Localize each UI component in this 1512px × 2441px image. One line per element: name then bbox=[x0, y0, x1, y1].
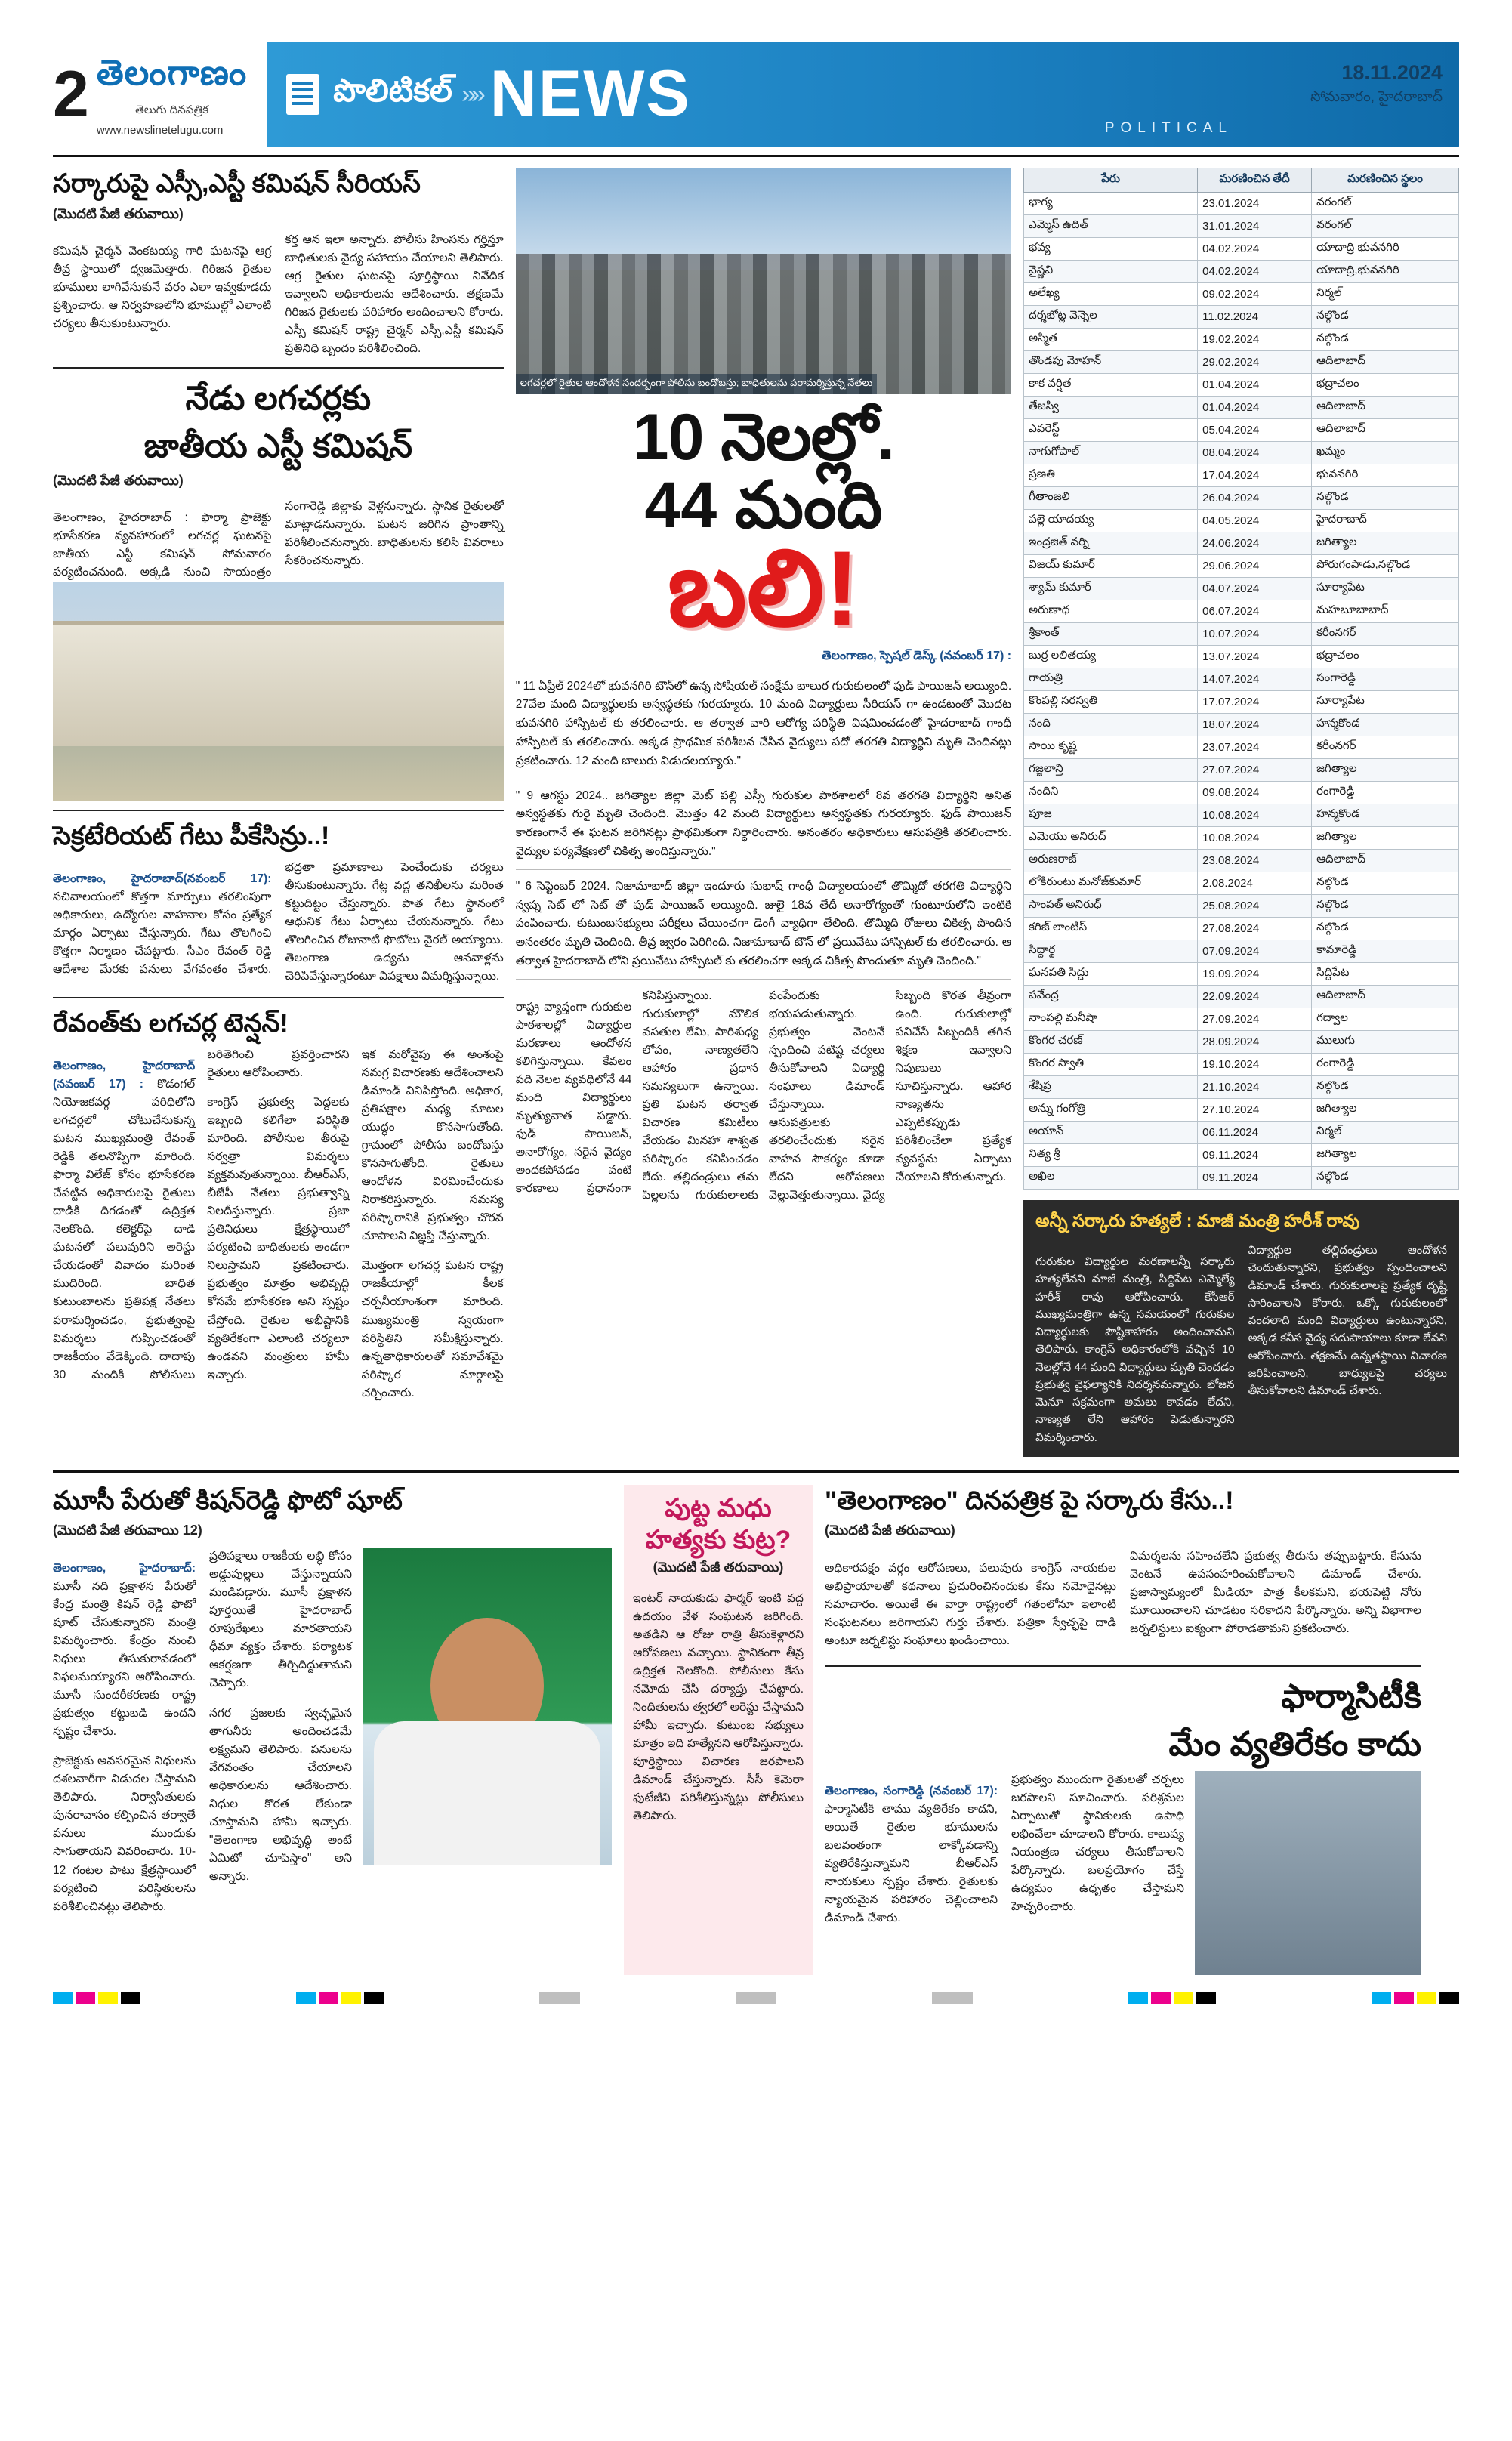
masthead bbox=[53, 42, 1459, 147]
table-row bbox=[1024, 374, 1459, 397]
reg-magenta bbox=[1394, 1992, 1414, 2004]
table-row bbox=[1024, 306, 1459, 329]
cell-name: అరుణరాజ్ bbox=[1024, 850, 1198, 872]
cell-name: అఖిల bbox=[1024, 1167, 1198, 1190]
table-row bbox=[1024, 940, 1459, 963]
headline-line-1: 10 నెలల్లో. bbox=[632, 401, 895, 474]
case-quote-1: " 11 ఏప్రిల్ 2024లో భువనగిరి టౌన్‌లో ఉన్న సోషియల్ సంక్షేమ బాలుర గురుకులంలో ఫుడ్ పాయిజన్ అయ్యింది. 27వేల మంది విద్యార్థులకు అస్వస్థతకు గురయ్యారు. 10 మంది విద్యార్థులు సీరియస్ గా ఉండటంతో మొదట భువనగిరి హాస్పిటల్ కు తరలించారు. ఆ తర్వాత వారి ఆరోగ్య పరిస్థితి విషమించడంతో హైదరాబాద్ గాంధీ హాస్పిటల్ కు తరలించారు. అక్కడ ప్రాథమిక పరిశీలన చేసిన వైద్యులు పదో తరగతి విద్యార్థిని మృతి చెందినట్లు ప్రకటించారు. 12 మంది బాలురు విడుదలయ్యారు." bbox=[516, 670, 1011, 779]
cell-place: ఆదిలాబాద్ bbox=[1312, 351, 1459, 374]
masthead-rule bbox=[53, 155, 1459, 157]
cell-date: 23.01.2024 bbox=[1198, 193, 1312, 215]
cell-name: భవ్య bbox=[1024, 238, 1198, 261]
cell-date: 23.08.2024 bbox=[1198, 850, 1312, 872]
reg-yellow bbox=[98, 1992, 118, 2004]
cell-date: 23.07.2024 bbox=[1198, 736, 1312, 759]
article-paragraph: తెలంగాణం, హైదరాబాద్ : ఫార్మా ప్రాజెక్టు భూసేకరణ వ్యవహారంలో లగచర్ల ఘటనపై జాతీయ ఎస్టీ కమిషన్ సోమవారం పర్యటించనుంది. అక్కడి నుంచి సాయంత్రం సంగారెడ్డి జిల్లాకు వెళ్లనున్నారు. స్థానిక రైతులతో మాట్లాడనున్నారు. ఘటన జరిగిన ప్రాంతాన్ని పరిశీలించనున్నారు. బాధితులను కలిసి వివరాలు సేకరించనున్నారు. bbox=[53, 499, 504, 579]
article-revanth-lagacharla bbox=[53, 1008, 504, 1402]
politician-photo bbox=[363, 1548, 612, 1865]
lead-headline bbox=[516, 401, 1011, 647]
table-row bbox=[1024, 419, 1459, 442]
cell-place: హన్మకొండ bbox=[1312, 714, 1459, 736]
cell-place: నల్గొండ bbox=[1312, 329, 1459, 351]
cell-name: శేషిప్ర bbox=[1024, 1076, 1198, 1099]
continuation-note: (మొదటి పేజీ తరువాయి) bbox=[825, 1523, 955, 1538]
section-label-english: NEWS bbox=[489, 57, 691, 131]
cell-name: ఎవరెస్ట్ bbox=[1024, 419, 1198, 442]
table-row bbox=[1024, 1054, 1459, 1076]
cell-date: 01.04.2024 bbox=[1198, 397, 1312, 419]
cell-name: పవేంద్ర bbox=[1024, 986, 1198, 1008]
section-banner bbox=[267, 42, 1459, 147]
cell-name: విజయ్ కుమార్ bbox=[1024, 555, 1198, 578]
cell-place: కరీంనగర్ bbox=[1312, 736, 1459, 759]
cell-date: 09.11.2024 bbox=[1198, 1167, 1312, 1190]
cell-name: సాయి కృష్ణ bbox=[1024, 736, 1198, 759]
table-row bbox=[1024, 193, 1459, 215]
cell-name: దర్శబోట్ల వెన్నెల bbox=[1024, 306, 1198, 329]
cell-name: అస్మిత bbox=[1024, 329, 1198, 351]
page-number: 2 bbox=[53, 58, 89, 131]
cell-place: ఆదిలాబాద్ bbox=[1312, 419, 1459, 442]
cell-place: భద్రాచలం bbox=[1312, 646, 1459, 668]
table-row bbox=[1024, 827, 1459, 850]
table-row bbox=[1024, 442, 1459, 464]
table-row bbox=[1024, 1144, 1459, 1167]
lead-photo bbox=[516, 168, 1011, 394]
cell-date: 04.07.2024 bbox=[1198, 578, 1312, 600]
cell-name: నాంపల్లి మనీషా bbox=[1024, 1008, 1198, 1031]
cell-place: నల్గొండ bbox=[1312, 1167, 1459, 1190]
cell-date: 27.07.2024 bbox=[1198, 759, 1312, 782]
table-row bbox=[1024, 714, 1459, 736]
article-paragraph: సచివాలయంలో కొత్తగా మార్పులు తరలింపుగా అధికారులు, ఉద్యోగుల వాహనాల కోసం ప్రత్యేక మార్గం ఏర్పాటు చేస్తున్నారు. గేటు తొలగించి కొత్తగా నిర్మాణం చేపట్టారు. సీఎం రేవంత్ రెడ్డి ఆదేశాల మేరకు పనులు వేగవంతం చేశారు. భద్రతా ప్రమాణాలు పెంచేందుకు చర్యలు తీసుకుంటున్నారు. గేట్ల వద్ద తనిఖీలను మరింత కట్టుదిట్టం చేస్తున్నారు. పాత గేటు స్థానంలో ఆధునిక గేటు ఏర్పాటు చేయనున్నారు. గేటు తొలగించిన రోజునాటి ఫొటోలు వైరల్ అయ్యాయి. తెలంగాణ ఉద్యమ ఆనవాళ్లను చెరిపివేస్తున్నారంటూ విపక్షాలు విమర్శిస్తున్నాయి. bbox=[53, 860, 504, 983]
table-row bbox=[1024, 872, 1459, 895]
article-dateline: తెలంగాణం, హైదరాబాద్ (నవంబర్ 17) : bbox=[53, 1060, 196, 1091]
cell-place: జగిత్యాల bbox=[1312, 827, 1459, 850]
article-headline: రేవంత్‌కు లగచర్ల టెన్షన్! bbox=[53, 1009, 289, 1038]
cell-date: 18.07.2024 bbox=[1198, 714, 1312, 736]
cell-place: రంగారెడ్డి bbox=[1312, 782, 1459, 804]
table-row bbox=[1024, 1008, 1459, 1031]
reg-yellow bbox=[341, 1992, 361, 2004]
table-row bbox=[1024, 1076, 1459, 1099]
cell-name: తొండపు మోహన్ bbox=[1024, 351, 1198, 374]
cell-name: పూజ bbox=[1024, 804, 1198, 827]
right-column bbox=[1023, 168, 1459, 1457]
table-row bbox=[1024, 623, 1459, 646]
article-paragraph: విమర్శలను సహించలేని ప్రభుత్వ తీరును తప్పుబట్టారు. కేసును వెంటనే ఉపసంహరించుకోవాలని డిమాండ్ చేశారు. ప్రజాస్వామ్యంలో మీడియా పాత్ర కీలకమని, భయపెట్టి నోరు మూయించాలని చూడటం సరికాదని పేర్కొన్నారు. అన్ని విభాగాల జర్నలిస్టులు ఐక్యంగా పోరాడతామని ప్రకటించారు. bbox=[1130, 1550, 1421, 1636]
issue-date: 18.11.2024 bbox=[1341, 61, 1443, 84]
cell-date: 27.10.2024 bbox=[1198, 1099, 1312, 1122]
cell-place: జగిత్యాల bbox=[1312, 1099, 1459, 1122]
article-photo-building bbox=[53, 582, 504, 801]
cell-date: 07.09.2024 bbox=[1198, 940, 1312, 963]
cell-name: నాగుగోపాల్ bbox=[1024, 442, 1198, 464]
article-paragraph: ప్రభుత్వం ముందుగా రైతులతో చర్చలు జరపాలని సూచించారు. పరిశ్రమల ఏర్పాటుతో స్థానికులకు ఉపాధి లభించేలా చూడాలని కోరారు. కాలుష్య నియంత్రణ చర్యలు తీసుకోవాలని పేర్కొన్నారు. బలప్రయోగం చేస్తే ఉద్యమం ఉధృతం చేస్తామని హెచ్చరించారు. bbox=[1011, 1773, 1184, 1913]
reg-black bbox=[364, 1992, 384, 2004]
reg-group-mid2 bbox=[1128, 1992, 1216, 2004]
box-paragraph: గురుకుల విద్యార్థుల మరణాలన్నీ సర్కారు హత్యలేనని మాజీ మంత్రి, సిద్దిపేట ఎమ్మెల్యే హరీశ్ రావు ఆరోపించారు. కేసీఆర్ ముఖ్యమంత్రిగా ఉన్న సమయంలో గురుకుల విద్యార్థులకు పౌష్టికాహారం అందించామని తెలిపారు. కాంగ్రెస్ అధికారంలోకి వచ్చిన 10 నెలల్లోనే 44 మంది విద్యార్థులు మృతి చెందడం ప్రభుత్వ వైఫల్యానికి నిదర్శనమన్నారు. భోజన మెనూ సక్రమంగా అమలు కావడం లేదని, నాణ్యత లేని ఆహారం పెడుతున్నారని విమర్శించారు. bbox=[1035, 1255, 1235, 1444]
cell-place: వరంగల్ bbox=[1312, 215, 1459, 238]
article-headline-line1: నేడు లగచర్లకు bbox=[185, 379, 372, 417]
table-row bbox=[1024, 782, 1459, 804]
cell-date: 10.08.2024 bbox=[1198, 804, 1312, 827]
logo-title: తెలంగాణం bbox=[96, 53, 248, 92]
table-row bbox=[1024, 1031, 1459, 1054]
cell-name: ప్రణతి bbox=[1024, 464, 1198, 487]
table-row bbox=[1024, 1122, 1459, 1144]
cell-date: 21.10.2024 bbox=[1198, 1076, 1312, 1099]
cell-place: నల్గొండ bbox=[1312, 918, 1459, 940]
reg-gray bbox=[539, 1992, 580, 2004]
article-secretariat-gate bbox=[53, 820, 504, 988]
cell-place: నల్గొండ bbox=[1312, 306, 1459, 329]
cell-place: హన్మకొండ bbox=[1312, 804, 1459, 827]
cell-name: లోకిరుంటు మనోజ్‌కుమార్ bbox=[1024, 872, 1198, 895]
reg-black bbox=[121, 1992, 140, 2004]
cell-name: పల్లె యాదయ్య bbox=[1024, 510, 1198, 532]
reg-yellow bbox=[1174, 1992, 1193, 2004]
table-row bbox=[1024, 532, 1459, 555]
article-paragraph: ఫార్మాసిటీకి తాము వ్యతిరేకం కాదని, అయితే రైతుల భూములను బలవంతంగా లాక్కోవడాన్ని వ్యతిరేకిస్తున్నామని బీఆర్ఎస్ నాయకులు స్పష్టం చేశారు. రైతులకు న్యాయమైన పరిహారం చెల్లించాలని డిమాండ్ చేశారు. bbox=[825, 1803, 998, 1925]
table-row bbox=[1024, 1099, 1459, 1122]
article-putta-madhu bbox=[624, 1485, 813, 1975]
cell-date: 29.06.2024 bbox=[1198, 555, 1312, 578]
table-row bbox=[1024, 918, 1459, 940]
cell-place: సంగారెడ్డి bbox=[1312, 668, 1459, 691]
cell-name: ఇంద్రజిత్ వర్ని bbox=[1024, 532, 1198, 555]
reg-magenta bbox=[1151, 1992, 1171, 2004]
article-headline-line2: మేం వ్యతిరేకం కాదు bbox=[1168, 1725, 1421, 1763]
cell-place: గద్వాల bbox=[1312, 1008, 1459, 1031]
divider bbox=[825, 1665, 1421, 1667]
reg-group-left bbox=[53, 1992, 140, 2004]
cell-place: సూర్యాపేట bbox=[1312, 578, 1459, 600]
document-icon bbox=[286, 74, 319, 115]
divider bbox=[53, 367, 504, 369]
cell-date: 27.09.2024 bbox=[1198, 1008, 1312, 1031]
cell-date: 17.04.2024 bbox=[1198, 464, 1312, 487]
cell-date: 04.02.2024 bbox=[1198, 238, 1312, 261]
cell-place: భువనగిరి bbox=[1312, 464, 1459, 487]
cell-place: జగిత్యాల bbox=[1312, 1144, 1459, 1167]
col-date: మరణించిన తేదీ bbox=[1198, 168, 1312, 193]
cell-place: హైదరాబాద్ bbox=[1312, 510, 1459, 532]
table-header-row bbox=[1024, 168, 1459, 193]
reg-group-gray2 bbox=[736, 1992, 776, 2004]
continuation-note: (మొదటి పేజీ తరువాయి) bbox=[653, 1559, 784, 1575]
cell-date: 27.08.2024 bbox=[1198, 918, 1312, 940]
article-headline-line2: జాతీయ ఎస్టీ కమిషన్ bbox=[143, 427, 413, 464]
headline-line-3: బలి! bbox=[667, 528, 860, 647]
table-row bbox=[1024, 351, 1459, 374]
headline-line-2: 44 మంది bbox=[644, 469, 883, 542]
table-row bbox=[1024, 464, 1459, 487]
cell-place: భద్రాచలం bbox=[1312, 374, 1459, 397]
reg-group-gray3 bbox=[932, 1992, 973, 2004]
cell-date: 09.11.2024 bbox=[1198, 1144, 1312, 1167]
reg-black bbox=[1196, 1992, 1216, 2004]
cell-date: 08.04.2024 bbox=[1198, 442, 1312, 464]
cell-date: 19.10.2024 bbox=[1198, 1054, 1312, 1076]
table-row bbox=[1024, 736, 1459, 759]
pharmacity-photo bbox=[1195, 1771, 1421, 1975]
cell-place: నల్గొండ bbox=[1312, 872, 1459, 895]
table-row bbox=[1024, 555, 1459, 578]
article-sc-st-commission bbox=[53, 168, 504, 358]
cell-place: నల్గొండ bbox=[1312, 1076, 1459, 1099]
cell-place: నిర్మల్ bbox=[1312, 1122, 1459, 1144]
section-rule bbox=[53, 1470, 1459, 1473]
article-dateline: తెలంగాణం, హైదరాబాద్: bbox=[53, 1561, 196, 1575]
cell-place: ఖమ్మం bbox=[1312, 442, 1459, 464]
table-row bbox=[1024, 510, 1459, 532]
reg-cyan bbox=[53, 1992, 73, 2004]
middle-column bbox=[516, 168, 1011, 1457]
reg-gray bbox=[736, 1992, 776, 2004]
website-url: www.newslinetelugu.com bbox=[96, 124, 224, 137]
publication-logo bbox=[97, 42, 267, 147]
cell-name: అలేఖ్య bbox=[1024, 283, 1198, 306]
cell-name: గజ్జలాన్తి bbox=[1024, 759, 1198, 782]
cell-place: యాదాద్రి భువనగిరి bbox=[1312, 238, 1459, 261]
cell-name: కాక వర్షిత bbox=[1024, 374, 1198, 397]
newspaper-page bbox=[0, 42, 1512, 2441]
cell-date: 25.08.2024 bbox=[1198, 895, 1312, 918]
cell-place: ఆదిలాబాద్ bbox=[1312, 986, 1459, 1008]
lead-dateline: తెలంగాణం, స్పెషల్ డెస్క్ (నవంబర్ 17) : bbox=[822, 649, 1012, 662]
cell-date: 29.02.2024 bbox=[1198, 351, 1312, 374]
reg-magenta bbox=[319, 1992, 338, 2004]
reg-cyan bbox=[296, 1992, 316, 2004]
article-case-on-paper bbox=[825, 1485, 1421, 1656]
cell-name: తేజస్వి bbox=[1024, 397, 1198, 419]
cell-date: 28.09.2024 bbox=[1198, 1031, 1312, 1054]
cell-name: గీతాంజలి bbox=[1024, 487, 1198, 510]
table-row bbox=[1024, 1167, 1459, 1190]
cell-date: 26.04.2024 bbox=[1198, 487, 1312, 510]
table-row bbox=[1024, 646, 1459, 668]
divider bbox=[53, 810, 504, 811]
cell-place: యాదాద్రి,భువనగిరి bbox=[1312, 261, 1459, 283]
continuation-note: (మొదటి పేజీ తరువాయి) bbox=[53, 205, 184, 221]
cell-place: వరంగల్ bbox=[1312, 193, 1459, 215]
cell-name: వైష్ణవి bbox=[1024, 261, 1198, 283]
table-row bbox=[1024, 963, 1459, 986]
deaths-table bbox=[1023, 168, 1459, 1190]
table-row bbox=[1024, 759, 1459, 782]
article-headline: సర్కారుపై ఎస్సీ,ఎస్టీ కమిషన్ సీరియస్ bbox=[53, 169, 421, 198]
cell-date: 06.11.2024 bbox=[1198, 1122, 1312, 1144]
cell-place: నిర్మల్ bbox=[1312, 283, 1459, 306]
box-paragraph: విద్యార్థుల తల్లిదండ్రులు ఆందోళన చెందుతున్నారని, ప్రభుత్వం స్పందించాలని డిమాండ్ చేశారు. గురుకులాలపై ప్రత్యేక దృష్టి సారించాలని కోరారు. ఒక్కో గురుకులంలో వందలాది మంది విద్యార్థులు ఉంటున్నారని, అక్కడ కనీస వైద్య సదుపాయాలు కూడా లేవని ఆరోపించారు. తక్షణమే ఉన్నతస్థాయి విచారణ జరిపించాలని, బాధ్యులపై చర్యలు తీసుకోవాలని డిమాండ్ చేశారు. bbox=[1248, 1244, 1447, 1397]
cell-name: బుర్ర లలితయ్య bbox=[1024, 646, 1198, 668]
left-column bbox=[53, 168, 504, 1457]
section-label-english-sub: POLITICAL bbox=[1104, 120, 1233, 136]
cell-date: 19.09.2024 bbox=[1198, 963, 1312, 986]
article-paragraph: రాష్ట్ర వ్యాప్తంగా గురుకుల పాఠశాలల్లో విద్యార్థుల మరణాలు ఆందోళన కలిగిస్తున్నాయి. కేవలం పది నెలల వ్యవధిలోనే 44 మంది విద్యార్థులు మృత్యువాత పడ్డారు. ఫుడ్ పాయిజన్, అనారోగ్యం, సరైన వైద్యం అందకపోవడం వంటి కారణాలు ప్రధానంగా కనిపిస్తున్నాయి. గురుకులాల్లో మౌలిక వసతుల లేమి, పారిశుధ్య లోపం, నాణ్యతలేని ఆహారం ప్రధాన సమస్యలుగా ఉన్నాయి. ప్రతి ఘటన తర్వాత విచారణ కమిటీలు వేయడం మినహా శాశ్వత పరిష్కారం కనిపించడం లేదు. తల్లిదండ్రులు తమ పిల్లలను గురుకులాలకు పంపేందుకు భయపడుతున్నారు. ప్రభుత్వం వెంటనే స్పందించి పటిష్ట చర్యలు తీసుకోవాలని విద్యార్థి సంఘాలు డిమాండ్ చేస్తున్నాయి. ఆసుపత్రులకు తరలించేందుకు సరైన వాహన సౌకర్యం కూడా లేదని ఆరోపణలు వెల్లువెత్తుతున్నాయి. వైద్య సిబ్బంది కొరత తీవ్రంగా ఉంది. గురుకులాల్లో పనిచేసే సిబ్బందికి తగిన శిక్షణ ఇవ్వాలని నిపుణులు సూచిస్తున్నారు. ఆహార నాణ్యతను ఎప్పటికప్పుడు పరిశీలించేలా ప్రత్యేక వ్యవస్థను ఏర్పాటు చేయాలని కోరుతున్నారు. bbox=[515, 989, 1012, 1202]
cell-name: నందిని bbox=[1024, 782, 1198, 804]
section-label-telugu: పొలిటికల్ bbox=[333, 72, 452, 108]
article-paragraph: మొత్తంగా లగచర్ల ఘటన రాష్ట్ర రాజకీయాల్లో కీలక చర్చనీయాంశంగా మారింది. ముఖ్యమంత్రి స్వయంగా పరిస్థితిని సమీక్షిస్తున్నారు. ఉన్నతాధికారులతో సమావేశమై పరిష్కార మార్గాలపై చర్చించారు. bbox=[361, 1259, 504, 1399]
bottom-section bbox=[53, 1485, 1459, 1975]
reg-gray bbox=[932, 1992, 973, 2004]
cell-name: నంది bbox=[1024, 714, 1198, 736]
table-row bbox=[1024, 578, 1459, 600]
cell-date: 05.04.2024 bbox=[1198, 419, 1312, 442]
cell-date: 04.05.2024 bbox=[1198, 510, 1312, 532]
cell-date: 09.08.2024 bbox=[1198, 782, 1312, 804]
article-paragraph: ఇక మరోవైపు ఈ అంశంపై సమగ్ర విచారణకు ఆదేశించాలని డిమాండ్ వినిపిస్తోంది. అధికార, ప్రతిపక్షాల మధ్య మాటల యుద్ధం కొనసాగుతోంది. గ్రామంలో పోలీసు బందోబస్తు కొనసాగుతోంది. రైతులు ఆందోళన విరమించేందుకు నిరాకరిస్తున్నారు. సమస్య పరిష్కారానికి ప్రభుత్వం చొరవ చూపాలని విజ్ఞప్తి చేస్తున్నారు. bbox=[361, 1048, 504, 1242]
cell-date: 04.02.2024 bbox=[1198, 261, 1312, 283]
table-row bbox=[1024, 215, 1459, 238]
cell-date: 22.09.2024 bbox=[1198, 986, 1312, 1008]
cell-name: గాయత్రి bbox=[1024, 668, 1198, 691]
article-headline-line2: హత్యకు కుట్ర? bbox=[645, 1526, 791, 1555]
article-dateline: తెలంగాణం, హైదరాబాద్(నవంబర్ 17): bbox=[53, 872, 272, 886]
article-national-st-commission bbox=[53, 378, 504, 801]
table-row bbox=[1024, 283, 1459, 306]
cell-name: శ్యామ్ కుమార్ bbox=[1024, 578, 1198, 600]
table-row bbox=[1024, 986, 1459, 1008]
cell-date: 06.07.2024 bbox=[1198, 600, 1312, 623]
cell-date: 10.08.2024 bbox=[1198, 827, 1312, 850]
continuation-note: (మొదటి పేజీ తరువాయి) bbox=[53, 472, 184, 488]
article-headline: "తెలంగాణం" దినపత్రిక పై సర్కారు కేసు..! bbox=[825, 1486, 1234, 1515]
reg-cyan bbox=[1128, 1992, 1148, 2004]
cell-place: నల్గొండ bbox=[1312, 895, 1459, 918]
cell-date: 14.07.2024 bbox=[1198, 668, 1312, 691]
photo-caption: లగచర్లలో రైతుల ఆందోళన సందర్భంగా పోలీసు బందోబస్తు; బాధితులను పరామర్శిస్తున్న నేతలు bbox=[516, 374, 878, 394]
article-paragraph: ప్రతిపక్షాలు రాజకీయ లబ్ధి కోసం అడ్డుపుల్లలు వేస్తున్నాయని మండిపడ్డారు. మూసీ ప్రక్షాళన పూర్తయితే హైదరాబాద్ రూపురేఖలు మారతాయని ధీమా వ్యక్తం చేశారు. పర్యాటక ఆకర్షణగా తీర్చిదిద్దుతామని చెప్పారు. bbox=[209, 1550, 352, 1690]
article-paragraph: అధికారపక్షం వర్గం ఆరోపణలు, పలువురు కాంగ్రెస్ నాయకుల అభిప్రాయాలతో కథనాలు ప్రచురించినందుకు కేసు నమోదైనట్లు సమాచారం. అయితే ఈ వార్తా రాష్ట్రంలో గతంలోనూ ఇలాంటి సంఘటనలు జరిగాయని గుర్తు చేశారు. పత్రికా స్వేచ్ఛపై దాడి అంటూ జర్నలిస్టు సంఘాలు ఖండించాయి. bbox=[825, 1561, 1116, 1647]
article-paragraph: కర్త ఆన ఇలా అన్నారు. పోలీసు హింసను గర్హిస్తూ బాధితులకు వైద్య సహాయం చేయాలని తెలిపారు. ఆగ్ర రైతుల ఘటనపై పూర్తిస్థాయి నివేదిక ఇవ్వాలని అధికారులను ఆదేశించారు. తక్షణమే గిరిజన రైతులకు పరిహారం అందించాలని కోరారు. ఎస్సీ కమిషన్ రాష్ట్ర చైర్మన్ ఎస్సీ,ఎస్టీ కమిషన్ ప్రతినిధి బృందం పరిశీలించింది. bbox=[285, 233, 504, 355]
case-quote-2: " 9 ఆగస్టు 2024.. జగిత్యాల జిల్లా మెట్ పల్లి ఎస్సీ గురుకుల పాఠశాలలో 8వ తరగతి విద్యార్థిని అనిత అస్వస్థతకు గురై మృతి చెందింది. మొత్తం 42 మంది విద్యార్థులు అస్వస్థతకు గురయ్యారు. ఫుడ్ పాయిజన్ కారణంగానే ఈ ఘటన జరిగినట్లు ప్రాథమికంగా నిర్ధారించారు. అనంతరం అధికారులు ఆసుపత్రికి తరలించారు. వైద్యుల పర్యవేక్షణలో చికిత్స అందిస్తున్నారు." bbox=[516, 779, 1011, 870]
registration-marks bbox=[53, 1992, 1459, 2004]
cell-place: ఆదిలాబాద్ bbox=[1312, 397, 1459, 419]
cell-place: పోరుగంపాడు,నల్గొండ bbox=[1312, 555, 1459, 578]
cell-date: 19.02.2024 bbox=[1198, 329, 1312, 351]
cell-name: కొంపల్లి సరస్వతి bbox=[1024, 691, 1198, 714]
article-paragraph: కమిషన్ చైర్మన్ వెంకటయ్య గారి ఘటనపై ఆగ్ర తీవ్ర స్థాయిలో ధ్వజమెత్తారు. గిరిజన రైతుల భూములు లాగివేసుకునే వరం ఎలా ఇవ్వకూడదు ప్రశ్నించారు. ఆ నిర్వహణలోని భూముల్లో ఎలాంటి చర్యలు తీసుకుంటున్నారు. bbox=[53, 245, 272, 331]
cell-place: సూర్యాపేట bbox=[1312, 691, 1459, 714]
col-place: మరణించిన స్థలం bbox=[1312, 168, 1459, 193]
table-row bbox=[1024, 329, 1459, 351]
cell-date: 11.02.2024 bbox=[1198, 306, 1312, 329]
cell-place: నల్గొండ bbox=[1312, 487, 1459, 510]
cell-date: 01.04.2024 bbox=[1198, 374, 1312, 397]
cell-name: ఘనపతి సిద్దు bbox=[1024, 963, 1198, 986]
article-paragraph: కొడంగల్ నియోజకవర్గ పరిధిలోని లగచర్లలో చోటుచేసుకున్న ఘటన ముఖ్యమంత్రి రేవంత్ రెడ్డికి తలనొప్పిగా మారింది. ఫార్మా విలేజ్ కోసం భూసేకరణ చేపట్టిన అధికారులపై రైతులు దాడికి దిగడంతో ఉద్రిక్తత నెలకొంది. కలెక్టర్‌పై దాడి ఘటనలో పలువురిని అరెస్టు చేయడంతో వివాదం మరింత ముదిరింది. బాధిత కుటుంబాలను ప్రతిపక్ష నేతలు పరామర్శించడం, ప్రభుత్వంపై విమర్శలు గుప్పించడంతో రాజకీయం వేడెక్కింది. దాదాపు 30 మందికి పోలీసులు బరితెగించి ప్రవర్తించారని రైతులు ఆరోపించారు. bbox=[53, 1048, 350, 1381]
reg-cyan bbox=[1372, 1992, 1391, 2004]
table-row bbox=[1024, 261, 1459, 283]
cell-name: శ్రీకాంత్ bbox=[1024, 623, 1198, 646]
article-paragraph: మూసీ నది ప్రక్షాళన పేరుతో కేంద్ర మంత్రి కిషన్ రెడ్డి ఫొటో షూట్ చేసుకున్నారని మంత్రి విమర్శించారు. కేంద్రం నుంచి నిధులు తీసుకురావడంలో విఫలమయ్యారని ఆరోపించారు. మూసీ సుందరీకరణకు రాష్ట్ర ప్రభుత్వం కట్టుబడి ఉందని స్పష్టం చేశారు. bbox=[53, 1579, 196, 1738]
article-paragraph: ప్రాజెక్టుకు అవసరమైన నిధులను దశలవారీగా విడుదల చేస్తామని తెలిపారు. నిర్వాసితులకు పునరావాసం కల్పించిన తర్వాతే పనులు ముందుకు సాగుతాయని వివరించారు. 10-12 గంటల పాటు క్షేత్రస్థాయిలో పర్యటించి పరిస్థితులను పరిశీలించినట్లు తెలిపారు. bbox=[53, 1754, 196, 1913]
main-grid bbox=[53, 168, 1459, 1457]
reg-yellow bbox=[1417, 1992, 1436, 2004]
cell-place: ఆదిలాబాద్ bbox=[1312, 850, 1459, 872]
cell-name: కొంగర చరణ్ bbox=[1024, 1031, 1198, 1054]
cell-date: 31.01.2024 bbox=[1198, 215, 1312, 238]
reg-black bbox=[1439, 1992, 1459, 2004]
article-paragraph: ఇంటర్ నాయకుడు ఫార్మర్ ఇంటి వద్ద ఉదయం వేళ సంఘటన జరిగింది. అతడిని ఆ రోజు రాత్రి తీసుకెళ్లారని ఆరోపణలు వచ్చాయి. స్థానికంగా తీవ్ర ఉద్రిక్తత నెలకొంది. పోలీసులు కేసు నమోదు చేసి దర్యాప్తు చేపట్టారు. నిందితులను త్వరలో అరెస్టు చేస్తామని హామీ ఇచ్చారు. కుటుంబ సభ్యులు మాత్రం ఇది హత్యేనని ఆరోపిస్తున్నారు. పూర్తిస్థాయి విచారణ జరపాలని డిమాండ్ చేస్తున్నారు. సీసీ కెమెరా ఫుటేజీని పరిశీలిస్తున్నట్లు పోలీసులు తెలిపారు. bbox=[633, 1592, 804, 1823]
table-row bbox=[1024, 397, 1459, 419]
cell-date: 09.02.2024 bbox=[1198, 283, 1312, 306]
logo-subtitle: తెలుగు దినపత్రిక bbox=[135, 103, 209, 116]
article-paragraph: నగర ప్రజలకు స్వచ్ఛమైన తాగునీరు అందించడమే లక్ష్యమని తెలిపారు. పనులను వేగవంతం చేయాలని అధికారులను ఆదేశించారు. నిధుల కొరత లేకుండా చూస్తామని హామీ ఇచ్చారు. "తెలంగాణ అభివృద్ధి అంటే ఏమిటో చూపిస్తాం" అని అన్నారు. bbox=[209, 1706, 352, 1884]
article-pharmacity bbox=[825, 1676, 1421, 1975]
cell-name: కగిజ్ లాంటిస్ bbox=[1024, 918, 1198, 940]
col-name: పేరు bbox=[1024, 168, 1198, 193]
cell-name: నిత్య శ్రీ bbox=[1024, 1144, 1198, 1167]
chevron-right-icon: »» bbox=[461, 79, 481, 109]
cell-name: అన్ను గంగోత్రి bbox=[1024, 1099, 1198, 1122]
article-headline: మూసీ పేరుతో కిషన్‌రెడ్డి ఫొటో షూట్ bbox=[53, 1486, 403, 1515]
cell-place: కరీంనగర్ bbox=[1312, 623, 1459, 646]
table-row bbox=[1024, 850, 1459, 872]
continuation-note: (మొదటి పేజీ తరువాయి 12) bbox=[53, 1523, 202, 1538]
cell-place: రంగారెడ్డి bbox=[1312, 1054, 1459, 1076]
cell-place: జగిత్యాల bbox=[1312, 532, 1459, 555]
box-headline: అన్నీ సర్కారు హత్యలే : మాజీ మంత్రి హరీశ్ రావు bbox=[1035, 1211, 1360, 1230]
reg-magenta bbox=[76, 1992, 95, 2004]
case-quote-3: " 6 సెప్టెంబర్ 2024. నిజామాబాద్ జిల్లా ఇందూరు సుభాష్ గాంధీ విద్యాలయంలో తొమ్మిదో తరగతి విద్యార్థిని స్వప్న సెట్ లో సెట్ తో ఫుడ్ పాయిజన్ అయ్యింది. జులై 18వ తేదీ అనారోగ్యంతో గుంటూరులోని ఇంటికి పంపించారు. కుటుంబసభ్యులు పరీక్షలు చేయించగా డెంగీ వ్యాధిగా తేలింది. తొమ్మిది రోజులు చికిత్స పొందిన అనంతరం మృతి చెందింది. తీవ్ర జ్వరం పెరిగింది. నిజామాబాద్ టౌన్ లో ప్రయివేటు హాస్పిటల్ కు తరలించారు. ఆ తర్వాత హైదరాబాద్ లోని ప్రయివేటు హాస్పిటల్ కు తరలించగా అక్కడ చికిత్స పొందుతూ మృతి చెందింది." bbox=[516, 870, 1011, 980]
cell-name: సాంపత్ అనిరుధ్ bbox=[1024, 895, 1198, 918]
harish-rao-box bbox=[1023, 1200, 1459, 1457]
issue-date-block bbox=[1310, 61, 1443, 109]
reg-group-gray1 bbox=[539, 1992, 580, 2004]
cell-date: 24.06.2024 bbox=[1198, 532, 1312, 555]
table-row bbox=[1024, 668, 1459, 691]
cell-place: సిద్దిపేట bbox=[1312, 963, 1459, 986]
cell-name: కొంగర స్వాతి bbox=[1024, 1054, 1198, 1076]
article-headline: సెక్రటేరియట్ గేటు పీకేసిన్రు..! bbox=[53, 822, 330, 851]
table-row bbox=[1024, 487, 1459, 510]
table-row bbox=[1024, 238, 1459, 261]
cell-name: భాగ్య bbox=[1024, 193, 1198, 215]
divider bbox=[53, 997, 504, 998]
cell-date: 2.08.2024 bbox=[1198, 872, 1312, 895]
cell-date: 10.07.2024 bbox=[1198, 623, 1312, 646]
article-musi-photoshoot bbox=[53, 1485, 612, 1975]
article-headline-line1: ఫార్మాసిటీకి bbox=[1281, 1677, 1421, 1715]
article-dateline: తెలంగాణం, సంగారెడ్డి (నవంబర్ 17): bbox=[825, 1785, 998, 1798]
cell-name: అయాన్ bbox=[1024, 1122, 1198, 1144]
table-row bbox=[1024, 691, 1459, 714]
article-paragraph: కాంగ్రెస్ ప్రభుత్వ పెద్దలకు ఇబ్బంది కలిగేలా పరిస్థితి మారింది. పోలీసుల తీరుపై సర్వత్రా విమర్శలు వ్యక్తమవుతున్నాయి. బీఆర్ఎస్, బీజేపీ నేతలు ప్రభుత్వాన్ని నిలదీస్తున్నారు. ప్రజా ప్రతినిధులు క్షేత్రస్థాయిలో పర్యటించి బాధితులకు అండగా నిలుస్తామని ప్రకటించారు. ప్రభుత్వం మాత్రం అభివృద్ధి కోసమే భూసేకరణ అని స్పష్టం చేస్తోంది. రైతుల అభీష్టానికి వ్యతిరేకంగా ఎలాంటి చర్యలూ ఉండవని మంత్రులు హామీ ఇచ్చారు. bbox=[207, 1096, 350, 1381]
cell-place: ములుగు bbox=[1312, 1031, 1459, 1054]
cell-place: కామారెడ్డి bbox=[1312, 940, 1459, 963]
cell-name: సిద్ధార్థ bbox=[1024, 940, 1198, 963]
cell-place: జగిత్యాల bbox=[1312, 759, 1459, 782]
cell-name: ఎమెయు అనిరుద్ bbox=[1024, 827, 1198, 850]
cell-date: 17.07.2024 bbox=[1198, 691, 1312, 714]
table-row bbox=[1024, 804, 1459, 827]
cell-name: ఎమ్మెస్ ఉదిత్ bbox=[1024, 215, 1198, 238]
right-bottom-column bbox=[825, 1485, 1421, 1975]
cell-date: 13.07.2024 bbox=[1198, 646, 1312, 668]
table-row bbox=[1024, 895, 1459, 918]
cell-place: మహబూబాబాద్ bbox=[1312, 600, 1459, 623]
issue-day-place: సోమవారం, హైదరాబాద్ bbox=[1310, 89, 1443, 105]
reg-group-mid1 bbox=[296, 1992, 384, 2004]
table-row bbox=[1024, 600, 1459, 623]
reg-group-right bbox=[1372, 1992, 1459, 2004]
article-headline-line1: పుట్ట మధు bbox=[665, 1493, 772, 1523]
cell-name: అరుణాధ bbox=[1024, 600, 1198, 623]
